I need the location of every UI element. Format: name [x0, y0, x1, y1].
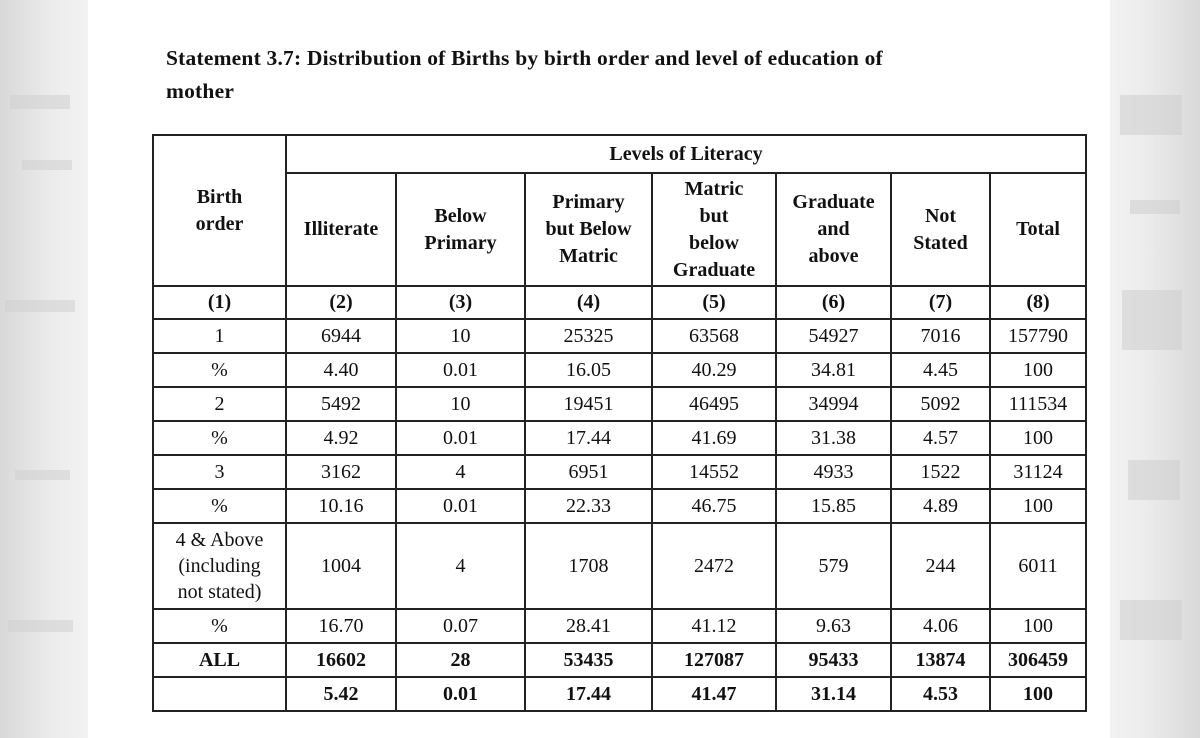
table-cell: 111534 — [990, 387, 1086, 421]
table-row-all — [153, 643, 1086, 677]
table-row — [153, 489, 1086, 523]
column-number: (5) — [652, 286, 776, 319]
row-label — [153, 677, 286, 711]
table-row — [153, 523, 1086, 609]
table-cell: 1708 — [525, 523, 652, 609]
table-cell: 4.40 — [286, 353, 396, 387]
row-label: % — [153, 489, 286, 523]
births-distribution-table — [152, 134, 1087, 712]
table-cell: 31124 — [990, 455, 1086, 489]
table-cell: 41.69 — [652, 421, 776, 455]
table-cell: 13874 — [891, 643, 990, 677]
table-cell: 6011 — [990, 523, 1086, 609]
table-cell: 0.01 — [396, 677, 525, 711]
table-cell: 14552 — [652, 455, 776, 489]
row-label: % — [153, 609, 286, 643]
table-cell: 5492 — [286, 387, 396, 421]
table-cell: 54927 — [776, 319, 891, 353]
table-cell: 100 — [990, 609, 1086, 643]
table-cell: 46.75 — [652, 489, 776, 523]
table-cell: 4.06 — [891, 609, 990, 643]
table-cell: 100 — [990, 421, 1086, 455]
table-cell: 3162 — [286, 455, 396, 489]
table-cell: 100 — [990, 353, 1086, 387]
col-header-not-stated: Not Stated — [891, 173, 990, 286]
table-cell: 40.29 — [652, 353, 776, 387]
column-number-row — [153, 286, 1086, 319]
table-cell: 16.70 — [286, 609, 396, 643]
table-cell: 6944 — [286, 319, 396, 353]
row-label: % — [153, 353, 286, 387]
levels-of-literacy-header: Levels of Literacy — [286, 135, 1086, 173]
title-line-2: mother — [166, 79, 235, 103]
table-cell: 0.07 — [396, 609, 525, 643]
table-cell: 0.01 — [396, 489, 525, 523]
column-number: (1) — [153, 286, 286, 319]
row-label: % — [153, 421, 286, 455]
table-cell: 4.89 — [891, 489, 990, 523]
row-label: ALL — [153, 643, 286, 677]
table-cell: 16602 — [286, 643, 396, 677]
row-label: 4 & Above (including not stated) — [153, 523, 286, 609]
table-cell: 41.12 — [652, 609, 776, 643]
table-cell: 2472 — [652, 523, 776, 609]
table-cell: 15.85 — [776, 489, 891, 523]
table-cell: 0.01 — [396, 353, 525, 387]
column-number: (7) — [891, 286, 990, 319]
column-number: (3) — [396, 286, 525, 319]
col-header-total: Total — [990, 173, 1086, 286]
table-cell: 19451 — [525, 387, 652, 421]
table-cell: 17.44 — [525, 421, 652, 455]
table-cell: 1522 — [891, 455, 990, 489]
col-header-illiterate: Illiterate — [286, 173, 396, 286]
table-cell: 100 — [990, 489, 1086, 523]
birth-order-header: Birth order — [153, 135, 286, 286]
table-cell: 17.44 — [525, 677, 652, 711]
table-cell: 10.16 — [286, 489, 396, 523]
table-row — [153, 609, 1086, 643]
table-cell: 31.38 — [776, 421, 891, 455]
table-cell: 10 — [396, 387, 525, 421]
table-cell: 579 — [776, 523, 891, 609]
table-cell: 4933 — [776, 455, 891, 489]
row-label: 2 — [153, 387, 286, 421]
title-line-1: Statement 3.7: Distribution of Births by birth order and level of education of — [166, 46, 883, 70]
table-cell: 46495 — [652, 387, 776, 421]
document-page — [88, 0, 1110, 738]
table-cell: 4.45 — [891, 353, 990, 387]
table-cell: 4.53 — [891, 677, 990, 711]
table-cell: 306459 — [990, 643, 1086, 677]
table-cell: 4.57 — [891, 421, 990, 455]
table-cell: 31.14 — [776, 677, 891, 711]
table-row-all-percent — [153, 677, 1086, 711]
table-cell: 0.01 — [396, 421, 525, 455]
row-label: 3 — [153, 455, 286, 489]
table-cell: 53435 — [525, 643, 652, 677]
column-number: (6) — [776, 286, 891, 319]
table-row — [153, 387, 1086, 421]
col-header-below-primary: Below Primary — [396, 173, 525, 286]
col-header-matric-below-graduate: Matric but below Graduate — [652, 173, 776, 286]
table-cell: 95433 — [776, 643, 891, 677]
table-cell: 100 — [990, 677, 1086, 711]
column-number: (4) — [525, 286, 652, 319]
table-cell: 9.63 — [776, 609, 891, 643]
table-cell: 7016 — [891, 319, 990, 353]
table-cell: 22.33 — [525, 489, 652, 523]
table-cell: 4 — [396, 523, 525, 609]
table-cell: 34.81 — [776, 353, 891, 387]
table-cell: 4.92 — [286, 421, 396, 455]
table-cell: 127087 — [652, 643, 776, 677]
table-cell: 1004 — [286, 523, 396, 609]
table-row — [153, 319, 1086, 353]
table-cell: 4 — [396, 455, 525, 489]
column-number: (8) — [990, 286, 1086, 319]
table-cell: 244 — [891, 523, 990, 609]
background-right-blur — [1110, 0, 1200, 738]
column-number: (2) — [286, 286, 396, 319]
table-row — [153, 353, 1086, 387]
table-row — [153, 455, 1086, 489]
background-left-blur — [0, 0, 88, 738]
table-cell: 28.41 — [525, 609, 652, 643]
col-header-graduate-above: Graduate and above — [776, 173, 891, 286]
table-cell: 10 — [396, 319, 525, 353]
table-cell: 41.47 — [652, 677, 776, 711]
table-cell: 5092 — [891, 387, 990, 421]
table-row — [153, 421, 1086, 455]
col-header-primary-below-matric: Primary but Below Matric — [525, 173, 652, 286]
table-cell: 34994 — [776, 387, 891, 421]
table-cell: 63568 — [652, 319, 776, 353]
table-cell: 16.05 — [525, 353, 652, 387]
table-cell: 5.42 — [286, 677, 396, 711]
row-label: 1 — [153, 319, 286, 353]
table-cell: 28 — [396, 643, 525, 677]
table-cell: 6951 — [525, 455, 652, 489]
table-cell: 157790 — [990, 319, 1086, 353]
table-cell: 25325 — [525, 319, 652, 353]
statement-title — [166, 42, 1066, 108]
